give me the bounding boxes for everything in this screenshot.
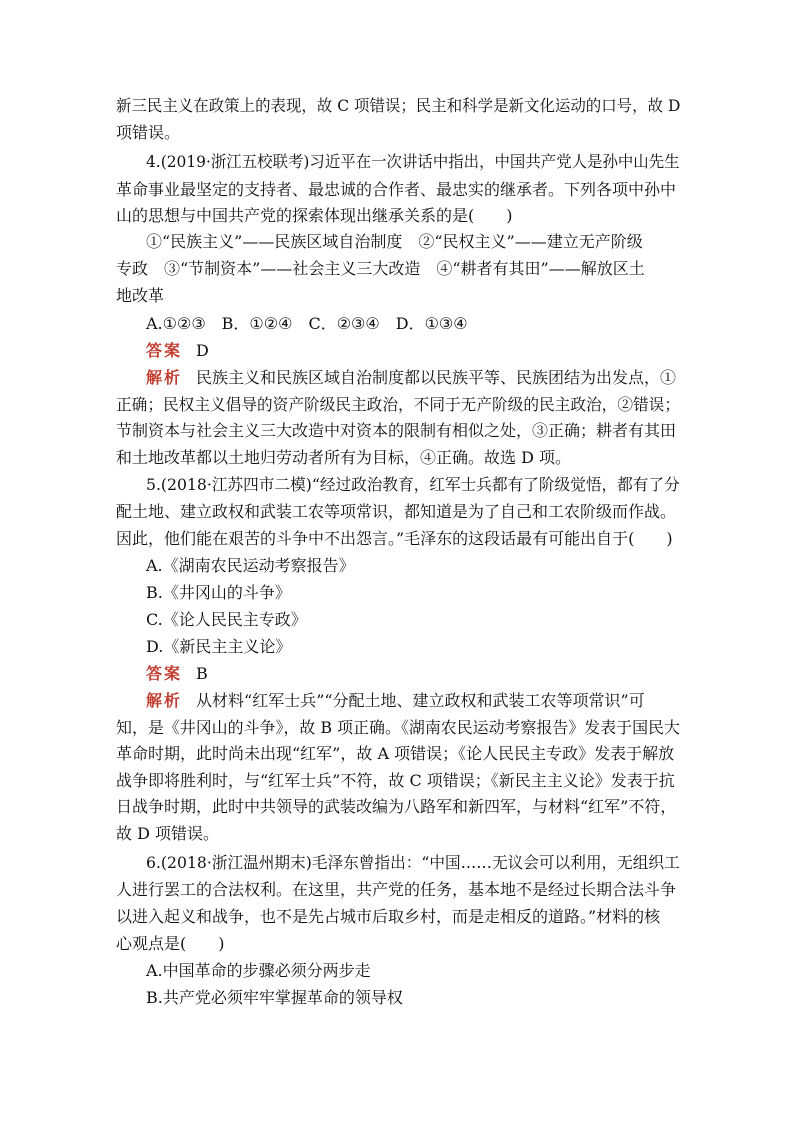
analysis-text: 民族主义和民族区域自治制度都以民族平等、民族团结为出发点，① (196, 368, 677, 387)
analysis-label: 解析 (146, 691, 183, 710)
q6-stem: 6.(2018·浙江温州期末)毛泽东曾指出：“中国……无议会可以利用，无组织工 (146, 853, 680, 872)
q4-stem: 4.(2019·浙江五校联考)习近平在一次讲话中指出，中国共产党人是孙中山先生 (146, 152, 680, 171)
q5-analysis: 战争即将胜利时，与“红军士兵”不符，故 C 项错误；《新民主主义论》发表于抗 (116, 771, 675, 790)
q3-explanation-line: 项错误。 (116, 123, 181, 142)
q5-stem: 5.(2018·江苏四市二模)“经过政治教育，红军士兵都有了阶级觉悟，都有了分 (146, 475, 680, 494)
q5-option-c: C.《论人民民主专政》 (146, 610, 307, 629)
answer-label: 答案 (146, 664, 183, 683)
q5-analysis: 故 D 项错误。 (116, 824, 220, 843)
analysis-label: 解析 (146, 368, 183, 387)
analysis-text: 从材料“红军士兵”“分配土地、建立政权和武装工农等项常识”可 (196, 691, 645, 710)
q4-analysis (146, 368, 676, 388)
q6-option-b: B.共产党必须牢牢掌握革命的领导权 (146, 988, 403, 1007)
q5-answer (146, 664, 208, 684)
q6-stem: 以进入起义和战争，也不是先占城市后取乡村，而是走相反的道路。”材料的核 (116, 907, 661, 926)
q5-option-a: A.《湖南农民运动考察报告》 (146, 556, 355, 575)
q6-stem: 人进行罢工的合法权利。在这里，共产党的任务，基本地不是经过长期合法斗争 (116, 880, 677, 899)
q5-analysis: 革命时期，此时尚未出现“红军”，故 A 项错误；《论人民民主专政》发表于解放 (116, 744, 675, 763)
q5-stem: 配土地、建立政权和武装工农等项常识，都知道是为了自己和工农阶级而作战。 (116, 502, 677, 521)
q6-option-a: A.中国革命的步骤必须分两步走 (146, 961, 371, 980)
q4-items: ①“民族主义”——民族区域自治制度 ②“民权主义”——建立无产阶级 (146, 232, 643, 251)
q5-analysis: 知，是《井冈山的斗争》，故 B 项正确。《湖南农民运动考察报告》发表于国民大 (116, 718, 680, 737)
q5-option-d: D.《新民主主义论》 (146, 637, 292, 656)
answer-value: B (196, 664, 208, 683)
q4-analysis: 节制资本与社会主义三大改造中对资本的限制有相似之处，③正确；耕者有其田 (116, 421, 677, 440)
q6-stem: 心观点是( ) (116, 934, 225, 953)
q5-analysis (146, 691, 645, 711)
q4-analysis: 正确；民权主义倡导的资产阶级民主政治，不同于无产阶级的民主政治，②错误； (116, 395, 681, 414)
answer-label: 答案 (146, 341, 183, 360)
q4-options: A.①②③ B．①②④ C．②③④ D．①③④ (146, 314, 468, 333)
q4-answer (146, 341, 209, 361)
q3-explanation-line: 新三民主义在政策上的表现，故 C 项错误；民主和科学是新文化运动的口号，故 D (116, 96, 681, 115)
q4-items: 地改革 (116, 286, 165, 305)
q5-analysis: 日战争时期，此时中共领导的武装改编为八路军和新四军，与材料“红军”不符， (116, 797, 677, 816)
q4-stem: 山的思想与中国共产党的探索体现出继承关系的是( ) (116, 206, 513, 225)
q5-option-b: B.《井冈山的斗争》 (146, 583, 291, 602)
q4-items: 专政 ③“节制资本”——社会主义三大改造 ④“耕者有其田”——解放区土 (116, 259, 645, 278)
answer-value: D (196, 341, 209, 360)
q4-stem: 革命事业最坚定的支持者、最忠诚的合作者、最忠实的继承者。下列各项中孙中 (116, 180, 677, 199)
q4-analysis: 和土地改革都以土地归劳动者所有为目标，④正确。故选 D 项。 (116, 448, 572, 467)
q5-stem: 因此，他们能在艰苦的斗争中不出怨言。”毛泽东的这段话最有可能出自于( ) (116, 529, 673, 548)
